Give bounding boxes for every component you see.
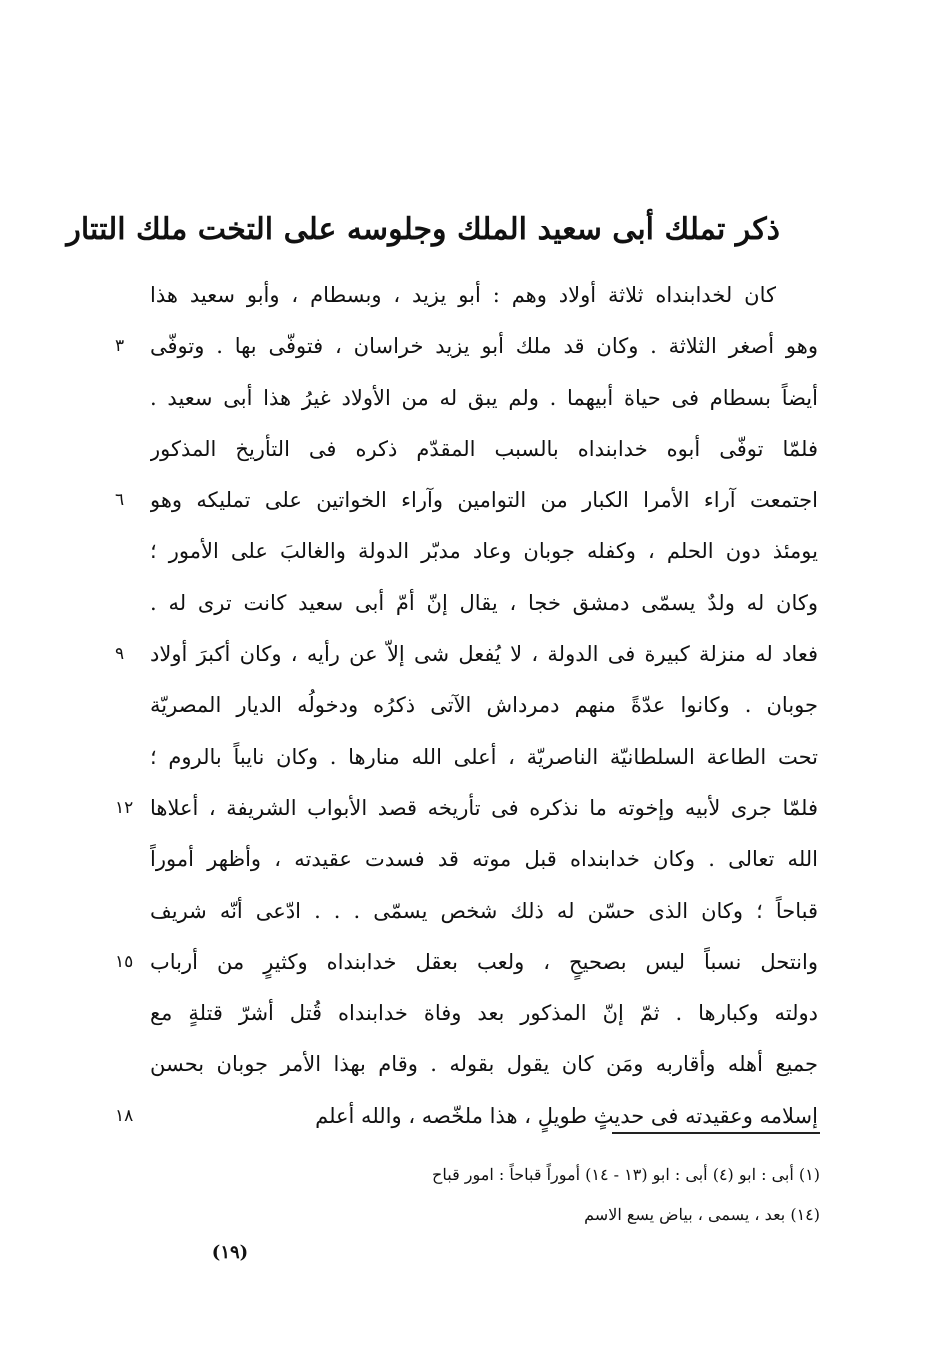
main-text-block xyxy=(150,270,818,1142)
text-line: قباحاً ؛ وكان الذى حسّن له ذلك شخص يسمّى . . . ادّعى أنّه شريف xyxy=(150,898,818,923)
text-line: كان لخدابنداه ثلاثة أولاد وهم : أبو يزيد ، وبسطام ، وأبو سعيد هذا xyxy=(150,283,776,307)
text-line: الله تعالى . وكان خدابنداه قبل موته قد فسدت عقيدته ، وأظهر أموراً xyxy=(150,847,818,872)
text-line: جميع أهله وأقاربه ومَن كان يقول بقوله . وقام بهذا الأمر جوبان بحسن xyxy=(150,1052,818,1077)
footnote-separator-rule xyxy=(612,1132,820,1134)
line-number-marker: ١٥ xyxy=(115,951,134,972)
footnote-line: (١٤) بعد ، يسمى ، بياض يسع الاسم xyxy=(584,1205,820,1224)
text-line: جوبان . وكانوا عدّةً منهم دمرداش الآتى ذكرُه ودخولُه الديار المصريّة xyxy=(150,693,818,718)
text-line: وهو أصغر الثلاثة . وكان قد ملك أبو يزيد خراسان ، فتوفّى بها . وتوفّى xyxy=(150,334,818,359)
text-line: دولته وكبارها . ثمّ إنّ المذكور بعد وفاة خدابنداه قُتل أشرّ قتلةٍ مع xyxy=(150,1001,818,1026)
text-line: أيضاً بسطام فى حياة أبيهما . ولم يبق له من الأولاد غيرُ هذا أبى سعيد . xyxy=(150,385,818,410)
text-line: فلمّا توفّى أبوه خدابنداه بالسبب المقدّم ذكره فى التأريخ المذكور xyxy=(150,436,818,461)
footnotes-block xyxy=(160,1155,820,1235)
line-number-marker: ١٨ xyxy=(115,1105,134,1126)
text-line: تحت الطاعة السلطانيّة الناصريّة ، أعلى الله منارها . وكان نايباً بالروم ؛ xyxy=(150,744,818,769)
text-line: فلمّا جرى لأبيه وإخوته ما نذكره فى تأريخه قصد الأبواب الشريفة ، أعلاها xyxy=(150,795,818,820)
line-number-marker: ٣ xyxy=(115,336,125,357)
text-line: اجتمعت آراء الأمرا الكبار من التوامين وآراء الخواتين على تمليكه وهو xyxy=(150,488,818,513)
line-number-marker: ١٢ xyxy=(115,798,134,818)
footnote-line: (١) أبى : ابو (٤) أبى : ابو (١٣ - ١٤) أموراً قباحاً : امور قباح xyxy=(432,1165,820,1184)
line-number-marker: ٦ xyxy=(115,490,125,511)
line-number-marker: ٩ xyxy=(115,644,125,665)
text-line: إسلامه وعقيدته فى حديثٍ طويلٍ ، هذا ملخّصه ، والله أعلم xyxy=(315,1103,818,1128)
chapter-title: ذكر تملك أبى سعيد الملك وجلوسه على التخت ملك التتار xyxy=(66,212,780,247)
text-line: فعاد له منزلة كبيرة فى الدولة ، لا يُفعل شى إلاّ عن رأيه ، وكان أكبرَ أولاد xyxy=(150,642,818,667)
text-line: يومئذ دون الحلم ، وكفله جوبان وعاد مدبّر الدولة والغالبَ على الأمور ؛ xyxy=(150,539,818,564)
page-number: (١٩) xyxy=(211,1242,249,1263)
text-line: وانتحل نسباً ليس بصحيحٍ ، ولعب بعقل خدابنداه وكثيرٍ من أرباب xyxy=(150,949,818,974)
text-line: وكان له ولدٌ يسمّى دمشق خجا ، يقال إنّ أمّ أبى سعيد كانت ترى له . xyxy=(150,590,818,615)
